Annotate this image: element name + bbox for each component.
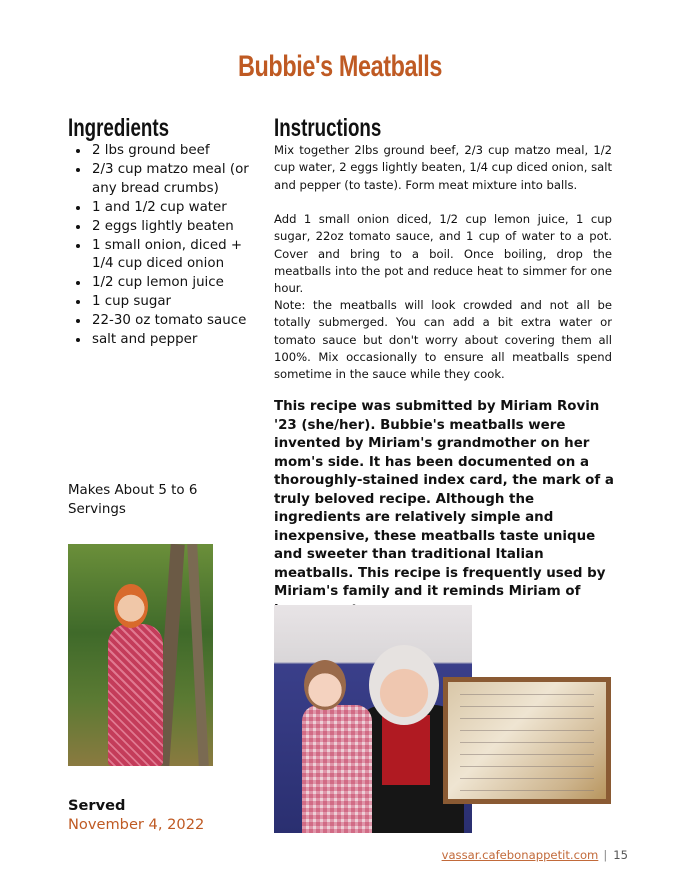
page-number: 15 bbox=[613, 848, 628, 862]
list-item: • 1 cup sugar bbox=[90, 293, 250, 312]
footer-separator: | bbox=[603, 848, 608, 862]
list-item: • 2/3 cup matzo meal (or any bread crumbs) bbox=[90, 161, 250, 199]
website-link[interactable]: vassar.cafebonappetit.com bbox=[441, 848, 599, 862]
list-item: • 1/2 cup lemon juice bbox=[90, 274, 250, 293]
instruction-paragraph: Add 1 small onion diced, 1/2 cup lemon juice, 1 cup sugar, 22oz tomato sauce, and 1 cup of water to a pot. Cover and bring to a boil. Once boiling, drop the meatballs into the pot and reduce heat to simmer for one hour. bbox=[274, 212, 612, 296]
list-item: • 22-30 oz tomato sauce bbox=[90, 312, 250, 331]
list-item: • 2 eggs lightly beaten bbox=[90, 218, 250, 237]
list-item: • salt and pepper bbox=[90, 331, 250, 350]
recipe-index-card-photo bbox=[443, 677, 611, 804]
instructions-heading: Instructions bbox=[274, 114, 382, 142]
list-item: • 1 small onion, diced + 1/4 cup diced onion bbox=[90, 237, 250, 275]
page-footer bbox=[0, 848, 628, 862]
ingredients-heading: Ingredients bbox=[68, 114, 170, 142]
instruction-note: Note: the meatballs will look crowded and not all be totally submerged. You can add a bit extra water or tomato sauce but don't worry about covering them all 100%. Mix occasionally to ensure all meatballs spend sometime in the sauce while they cook. bbox=[274, 298, 612, 382]
served-date: November 4, 2022 bbox=[68, 816, 205, 833]
list-item: • 2 lbs ground beef bbox=[90, 142, 250, 161]
served-label: Served bbox=[68, 797, 126, 814]
ingredients-list bbox=[68, 142, 250, 350]
servings-text: Makes About 5 to 6 Servings bbox=[68, 483, 198, 517]
list-item: • 1 and 1/2 cup water bbox=[90, 199, 250, 218]
contributor-photo bbox=[68, 544, 213, 766]
page-title: Bubbie's Meatballs bbox=[238, 50, 442, 83]
recipe-story: This recipe was submitted by Miriam Rovin '23 (she/her). Bubbie's meatballs were invented by Miriam's grandmother on her mom's side. It has been documented on a thoroughly-stained index card, the mark of a truly beloved recipe. Although the ingredients are relatively simple and inexpensive, these meatballs taste unique and sweeter than traditional Italian meatballs. This recipe is frequently used by Miriam's family and it reminds Miriam of bbox=[274, 399, 614, 599]
instruction-paragraph: Mix together 2lbs ground beef, 2/3 cup matzo meal, 1/2 cup water, 2 eggs lightly beaten, 1/4 cup diced onion, salt and pepper (to taste). Form meat mixture into balls. bbox=[274, 143, 612, 192]
